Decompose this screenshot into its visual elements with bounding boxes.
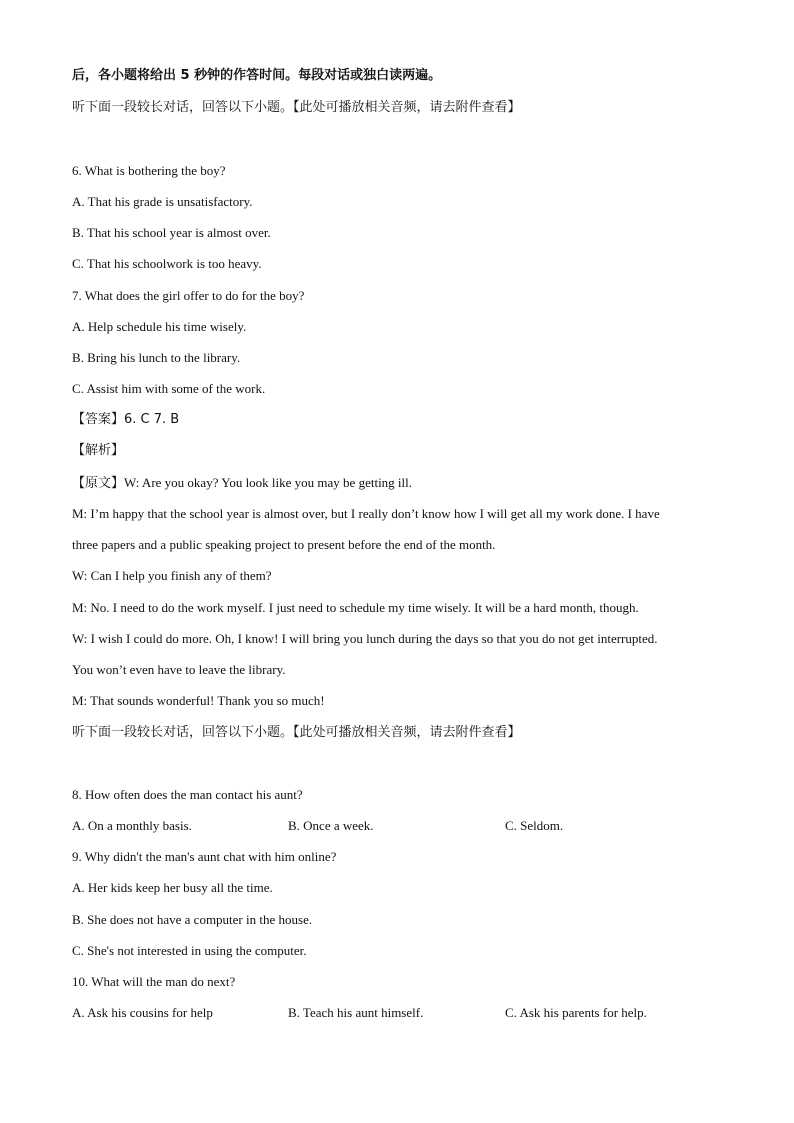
question-6-option-b: B. That his school year is almost over. [72, 225, 271, 240]
question-7-stem: 7. What does the girl offer to do for the boy? [72, 288, 305, 303]
question-9-stem: 9. Why didn't the man's aunt chat with him online? [72, 849, 337, 864]
answer-key: 【答案】6. C 7. B [72, 412, 180, 427]
analysis-heading: 【解析】 [72, 443, 125, 458]
transcript-line: W: I wish I could do more. Oh, I know! I will bring you lunch during the days so that you do not get interrupted. [72, 631, 658, 646]
transcript-line: You won’t even have to leave the library. [72, 662, 286, 677]
transcript-line: W: Can I help you finish any of them? [72, 568, 272, 583]
question-6-stem: 6. What is bothering the boy? [72, 163, 226, 178]
question-10-option-c: C. Ask his parents for help. [505, 1005, 647, 1020]
question-6-option-a: A. That his grade is unsatisfactory. [72, 194, 253, 209]
transcript-line: M: That sounds wonderful! Thank you so much! [72, 693, 325, 708]
question-8-option-a: A. On a monthly basis. [72, 818, 192, 833]
section-intro: 后，各小题将给出 5 秒钟的作答时间。每段对话或独白读两遍。 [72, 68, 442, 83]
transcript-line: M: I’m happy that the school year is almost over, but I really don’t know how I will get all my work done. I have [72, 506, 660, 521]
transcript-line: three papers and a public speaking project to present before the end of the month. [72, 537, 496, 552]
question-7-option-a: A. Help schedule his time wisely. [72, 319, 247, 334]
question-10-stem: 10. What will the man do next? [72, 974, 236, 989]
question-8-option-c: C. Seldom. [505, 818, 564, 833]
question-9-option-b: B. She does not have a computer in the house. [72, 912, 313, 927]
transcript-line: 【原文】W: Are you okay? You look like you may be getting ill. [72, 475, 413, 490]
question-9-option-c: C. She's not interested in using the computer. [72, 943, 307, 958]
question-7-option-b: B. Bring his lunch to the library. [72, 350, 241, 365]
question-10-option-a: A. Ask his cousins for help [72, 1005, 213, 1020]
transcript-line: M: No. I need to do the work myself. I just need to schedule my time wisely. It will be a hard month, though. [72, 600, 639, 615]
listening-instruction-2: 听下面一段较长对话，回答以下小题。【此处可播放相关音频，请去附件查看】 [72, 725, 521, 740]
question-9-option-a: A. Her kids keep her busy all the time. [72, 880, 273, 895]
listening-instruction-1: 听下面一段较长对话，回答以下小题。【此处可播放相关音频，请去附件查看】 [72, 100, 521, 115]
question-10-option-b: B. Teach his aunt himself. [288, 1005, 424, 1020]
question-6-option-c: C. That his schoolwork is too heavy. [72, 256, 262, 271]
question-8-stem: 8. How often does the man contact his aunt? [72, 787, 303, 802]
question-8-option-b: B. Once a week. [288, 818, 374, 833]
question-7-option-c: C. Assist him with some of the work. [72, 381, 266, 396]
